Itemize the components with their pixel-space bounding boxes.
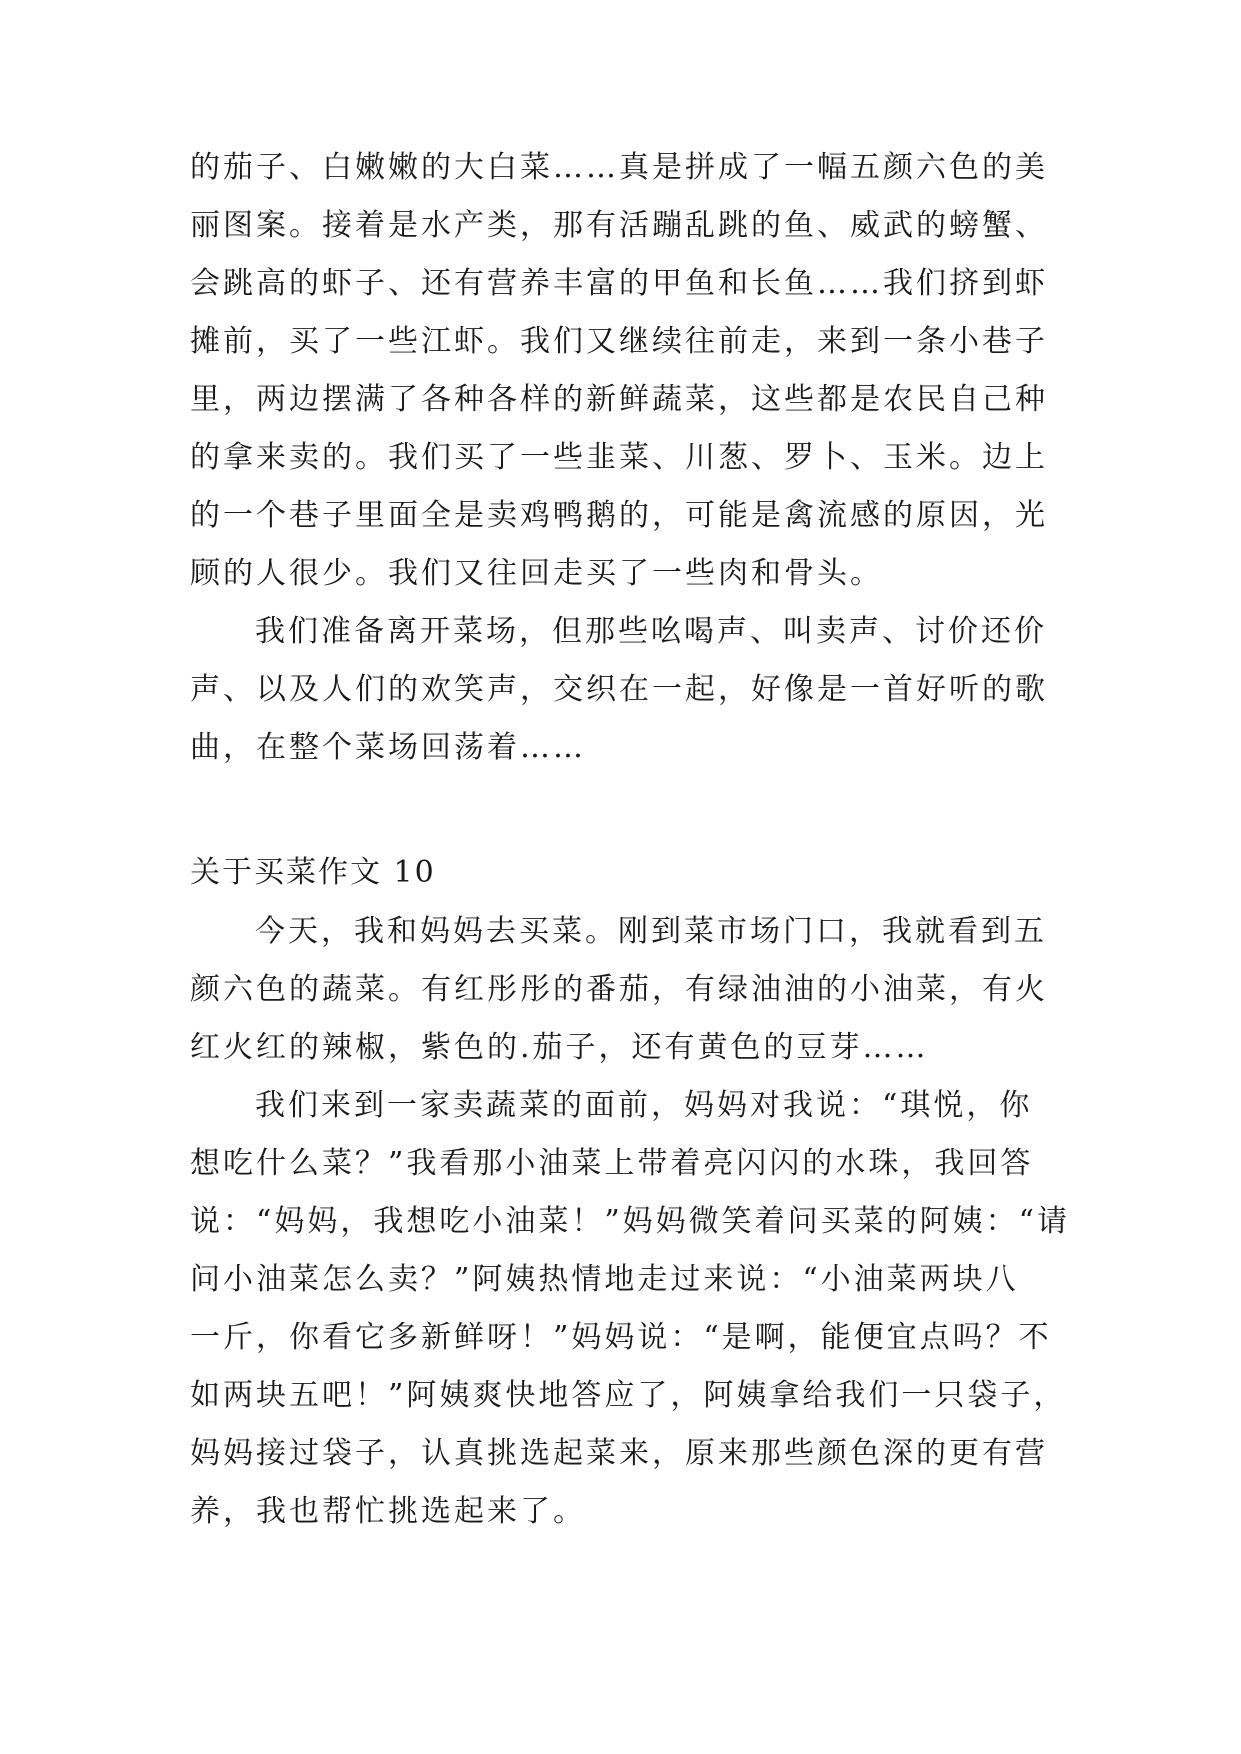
text-line: 顾的人很少。我们又往回走买了一些肉和骨头。: [190, 556, 883, 591]
text-line: 说：“妈妈，我想吃小油菜！”妈妈微笑着问买菜的阿姨：“请: [190, 1204, 1071, 1239]
paragraph-first-line: 我们来到一家卖蔬菜的面前，妈妈对我说：“琪悦，你: [255, 1088, 1033, 1123]
paragraph-first-line: 我们准备离开菜场，但那些吆喝声、叫卖声、讨价还价: [255, 614, 1047, 649]
text-line: 问小油菜怎么卖？”阿姨热情地走过来说：“小油菜两块八: [190, 1262, 1019, 1297]
text-line: 声、以及人们的欢笑声，交织在一起，好像是一首好听的歌: [190, 672, 1048, 707]
text-line: 的一个巷子里面全是卖鸡鸭鹅的，可能是禽流感的原因，光: [190, 498, 1048, 533]
text-line: 如两块五吧！”阿姨爽快地答应了，阿姨拿给我们一只袋子，: [190, 1378, 1067, 1413]
section-title: 关于买菜作文 10: [190, 855, 436, 890]
text-line: 想吃什么菜？”我看那小油菜上带着亮闪闪的水珠，我回答: [190, 1146, 1034, 1181]
text-line: 曲，在整个菜场回荡着……: [190, 730, 586, 765]
text-line: 颜六色的蔬菜。有红彤彤的番茄，有绿油油的小油菜，有火: [190, 972, 1048, 1007]
text-line: 里，两边摆满了各种各样的新鲜蔬菜，这些都是农民自己种: [190, 382, 1048, 417]
text-line: 丽图案。接着是水产类，那有活蹦乱跳的鱼、威武的螃蟹、: [190, 208, 1048, 243]
text-line: 妈妈接过袋子，认真挑选起菜来，原来那些颜色深的更有营: [190, 1436, 1048, 1471]
text-line: 红火红的辣椒，紫色的.茄子，还有黄色的豆芽……: [190, 1030, 929, 1065]
text-line: 会跳高的虾子、还有营养丰富的甲鱼和长鱼……我们挤到虾: [190, 266, 1048, 301]
paragraph-first-line: 今天，我和妈妈去买菜。刚到菜市场门口，我就看到五: [255, 914, 1047, 949]
text-line: 的茄子、白嫩嫩的大白菜……真是拼成了一幅五颜六色的美: [190, 150, 1048, 185]
text-line: 一斤，你看它多新鲜呀！”妈妈说：“是啊，能便宜点吗？不: [190, 1320, 1052, 1355]
text-line: 养，我也帮忙挑选起来了。: [190, 1494, 586, 1529]
text-line: 摊前，买了一些江虾。我们又继续往前走，来到一条小巷子: [190, 324, 1048, 359]
text-line: 的拿来卖的。我们买了一些韭菜、川葱、罗卜、玉米。边上: [190, 440, 1048, 475]
